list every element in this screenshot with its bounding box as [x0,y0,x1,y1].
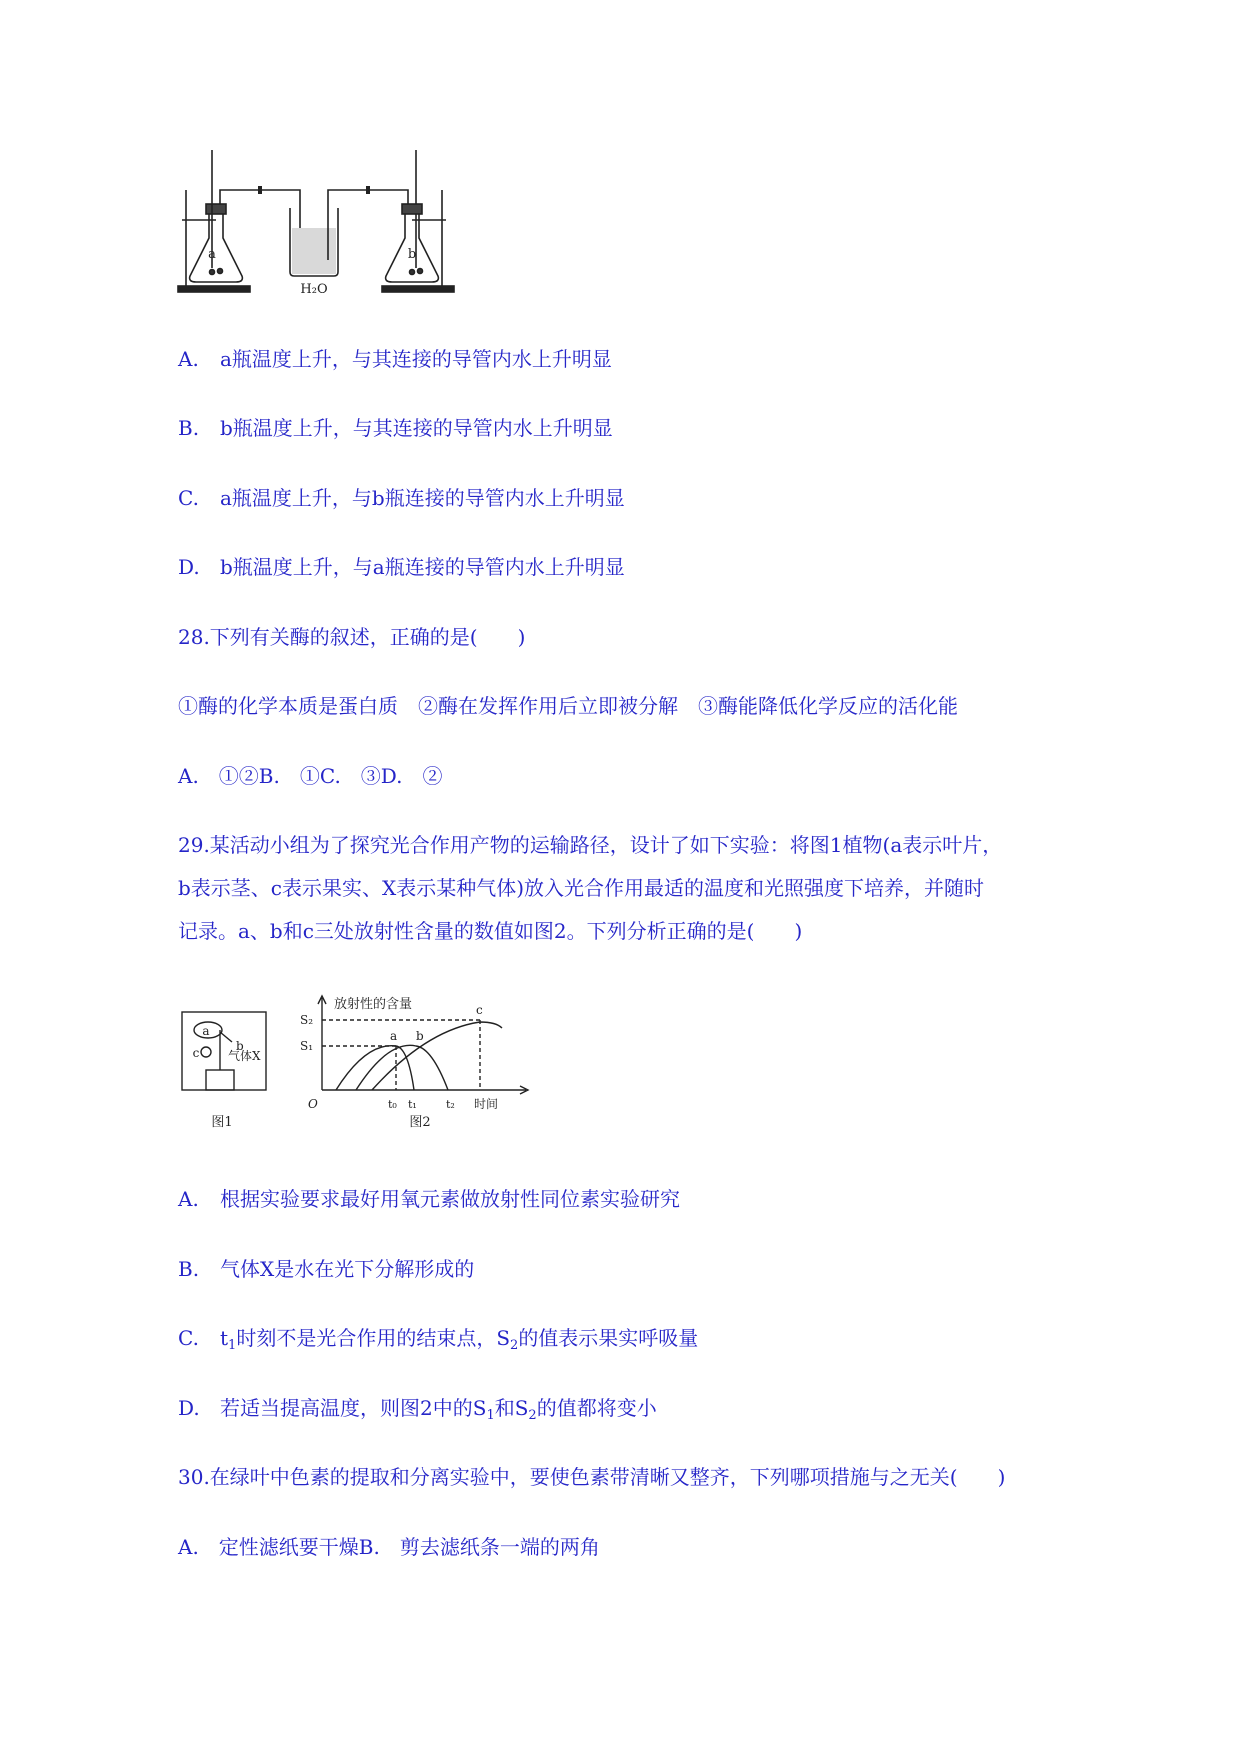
q27-option-c [178,484,625,512]
fig1-label-a: a [202,1024,210,1038]
option-text: 根据实验要求最好用氧元素做放射性同位素实验研究 [220,1187,680,1211]
subscript: 2 [528,1408,537,1423]
option-letter: A. [178,347,199,371]
fig2-ytick-s2: S₂ [300,1013,314,1027]
fig2-origin: O [308,1097,318,1111]
q29-stem-line1: 29.某活动小组为了探究光合作用产物的运输路径，设计了如下实验：将图1植物(a表示叶片， [178,833,1003,857]
q27-option-d [178,553,625,581]
fig1-label-b: b [236,1039,244,1053]
q29-stem-line2: b表示茎、c表示果实、X表示某种气体)放入光合作用最适的温度和光照强度下培养，并随时 [178,876,985,900]
q30-stem: 30.在绿叶中色素的提取和分离实验中，要使色素带清晰又整齐，下列哪项措施与之无关( ) [178,1465,1006,1489]
fig2-ytick-s1: S₁ [300,1039,314,1053]
fig2-ylabel: 放射性的含量 [334,997,413,1012]
fig2-xtick-t2: t₂ [446,1098,455,1111]
option-text: a瓶温度上升，与b瓶连接的导管内水上升明显 [220,486,625,510]
option-text-pre: 若适当提高温度，则图2中的S [220,1396,487,1420]
option-letter: C. [178,1326,199,1350]
water-label: H₂O [300,282,328,297]
option-letter: A. [178,1187,199,1211]
q29-figure [176,990,536,1140]
q30-options: A. 定性滤纸要干燥B. 剪去滤纸条一端的两角 [178,1535,600,1559]
option-letter: C. [178,486,199,510]
fig2-xtick-t1: t₁ [408,1098,417,1111]
q29-stem-line3: 记录。a、b和c三处放射性含量的数值如图2。下列分析正确的是( ) [178,919,803,943]
option-text-pre: t [220,1326,229,1350]
flask-b-label: b [407,247,417,262]
subscript: 2 [510,1338,519,1353]
q28-statements: ①酶的化学本质是蛋白质 ②酶在发挥作用后立即被分解 ③酶能降低化学反应的活化能 [178,694,958,718]
q29-option-d [178,1394,657,1422]
flask-a-label: a [208,247,216,262]
fig2-curve-b: b [416,1029,424,1043]
q29-option-b [178,1255,474,1283]
q28-options: A. ①②B. ①C. ③D. ② [178,764,443,788]
fig1-caption: 图1 [211,1115,233,1130]
fig2-curve-a: a [390,1029,398,1043]
option-text-post: 的值表示果实呼吸量 [518,1326,699,1350]
option-letter: B. [178,416,200,440]
q29-option-c [178,1324,698,1352]
q27-option-b [178,414,613,442]
subscript: 1 [486,1408,495,1423]
option-text: a瓶温度上升，与其连接的导管内水上升明显 [220,347,612,371]
apparatus-figure [176,150,476,305]
q27-option-a [178,345,612,373]
option-text-mid: 时刻不是光合作用的结束点，S [236,1326,511,1350]
subscript: 1 [228,1338,237,1353]
option-text: b瓶温度上升，与其连接的导管内水上升明显 [220,416,613,440]
q28-stem: 28.下列有关酶的叙述，正确的是( ) [178,625,526,649]
option-letter: D. [178,1396,200,1420]
fig2-xlabel: 时间 [474,1097,499,1111]
option-text-post: 的值都将变小 [536,1396,657,1420]
fig2-xtick-t0: t₀ [388,1098,397,1111]
fig1-label-gas: 气体X [228,1049,261,1063]
option-text: b瓶温度上升，与a瓶连接的导管内水上升明显 [220,555,625,579]
option-letter: B. [178,1257,200,1281]
option-text-mid: 和S [494,1396,529,1420]
option-letter: D. [178,555,200,579]
option-text: 气体X是水在光下分解形成的 [220,1257,475,1281]
fig1-label-c: c [192,1046,200,1060]
fig2-caption: 图2 [409,1115,431,1130]
fig2-curve-c: c [476,1003,483,1017]
q29-option-a [178,1185,680,1213]
